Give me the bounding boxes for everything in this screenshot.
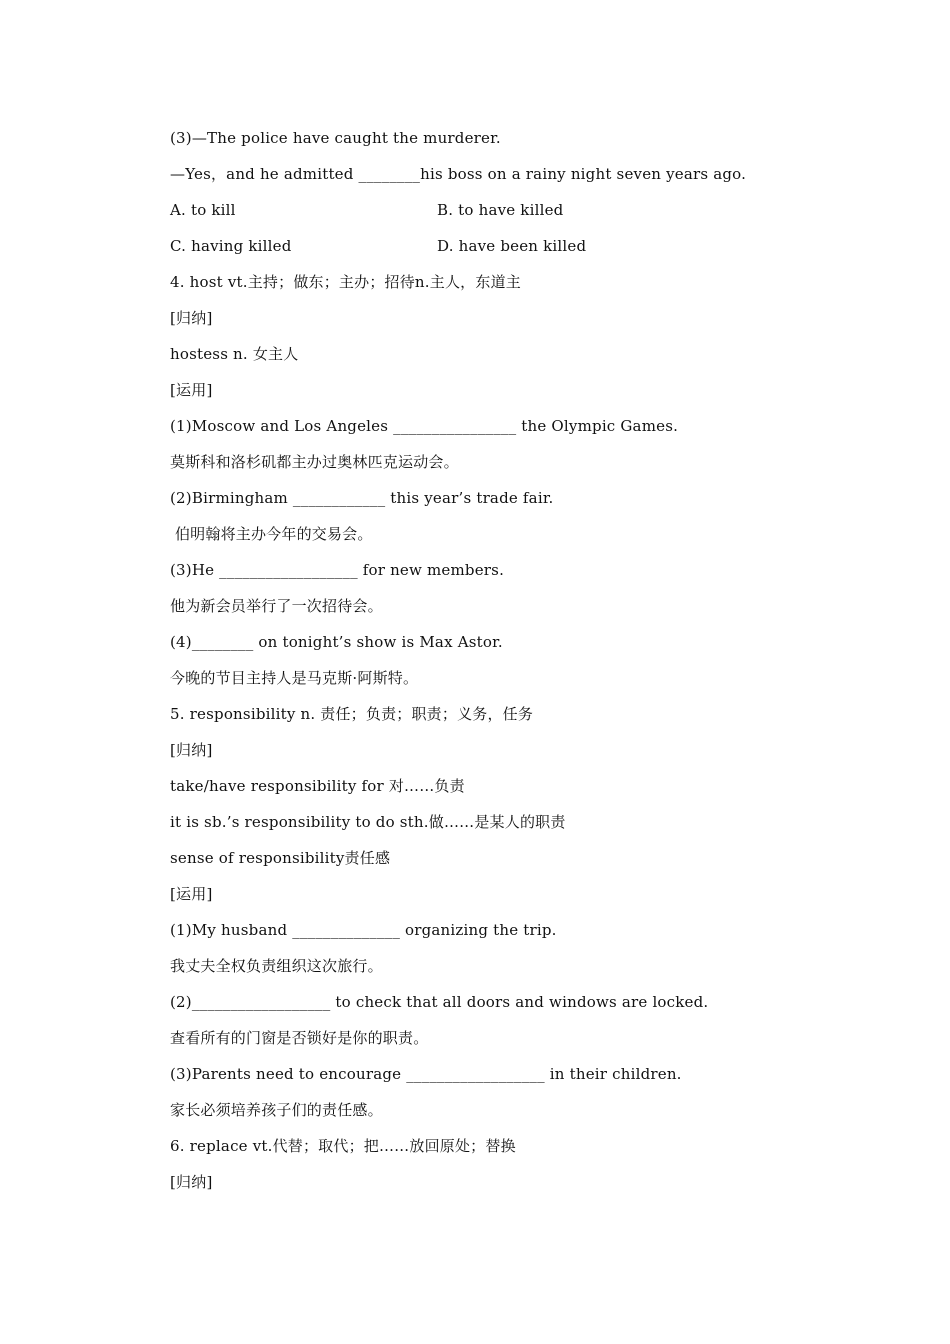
host-exercise-2: (2)Birmingham ____________ this year’s trade fair. (170, 489, 554, 507)
options-row-ab (170, 192, 810, 228)
option-b: B. to have killed (437, 201, 564, 219)
heading-replace: 6. replace vt.代替；取代；把……放回原处；替换 (170, 1137, 516, 1155)
host-exercise-4: (4)________ on tonight’s show is Max Astor. (170, 633, 503, 651)
options-row-cd (170, 228, 810, 264)
host-exercise-1: (1)Moscow and Los Angeles ________________ the Olympic Games. (170, 417, 679, 435)
responsibility-exercise-3: (3)Parents need to encourage __________________ in their children. (170, 1065, 682, 1083)
responsibility-translation-1: 我丈夫全权负责组织这次旅行。 (170, 957, 383, 975)
summary-its-responsibility: it is sb.’s responsibility to do sth.做……是某人的职责 (170, 813, 566, 831)
option-c: C. having killed (170, 237, 292, 255)
question-3-reply: —Yes，and he admitted ________his boss on a rainy night seven years ago. (170, 165, 747, 183)
summary-hostess: hostess n. 女主人 (170, 345, 299, 363)
responsibility-exercise-1: (1)My husband ______________ organizing the trip. (170, 921, 557, 939)
host-translation-3: 他为新会员举行了一次招待会。 (170, 597, 383, 615)
responsibility-translation-2: 查看所有的门窗是否锁好是你的职责。 (170, 1029, 429, 1047)
section-summary-label: [归纳] (170, 1173, 213, 1191)
section-summary-label: [归纳] (170, 741, 213, 759)
question-3-prompt: (3)—The police have caught the murderer. (170, 129, 501, 147)
heading-host: 4. host vt.主持；做东；主办；招待n.主人，东道主 (170, 273, 521, 291)
host-translation-1: 莫斯科和洛杉矶都主办过奥林匹克运动会。 (170, 453, 459, 471)
host-translation-2: 伯明翰将主办今年的交易会。 (170, 525, 373, 543)
summary-take-responsibility: take/have responsibility for 对……负责 (170, 777, 465, 795)
host-exercise-3: (3)He __________________ for new members. (170, 561, 505, 579)
section-practice-label: [运用] (170, 885, 213, 903)
section-practice-label: [运用] (170, 381, 213, 399)
summary-sense-of-responsibility: sense of responsibility责任感 (170, 849, 391, 867)
host-translation-4: 今晚的节目主持人是马克斯·阿斯特。 (170, 669, 419, 687)
option-d: D. have been killed (437, 237, 587, 255)
option-a: A. to kill (170, 201, 236, 219)
responsibility-translation-3: 家长必须培养孩子们的责任感。 (170, 1101, 383, 1119)
section-summary-label: [归纳] (170, 309, 213, 327)
responsibility-exercise-2: (2)__________________ to check that all doors and windows are locked. (170, 993, 709, 1011)
heading-responsibility: 5. responsibility n. 责任；负责；职责；义务，任务 (170, 705, 534, 723)
document-page (170, 120, 810, 1200)
